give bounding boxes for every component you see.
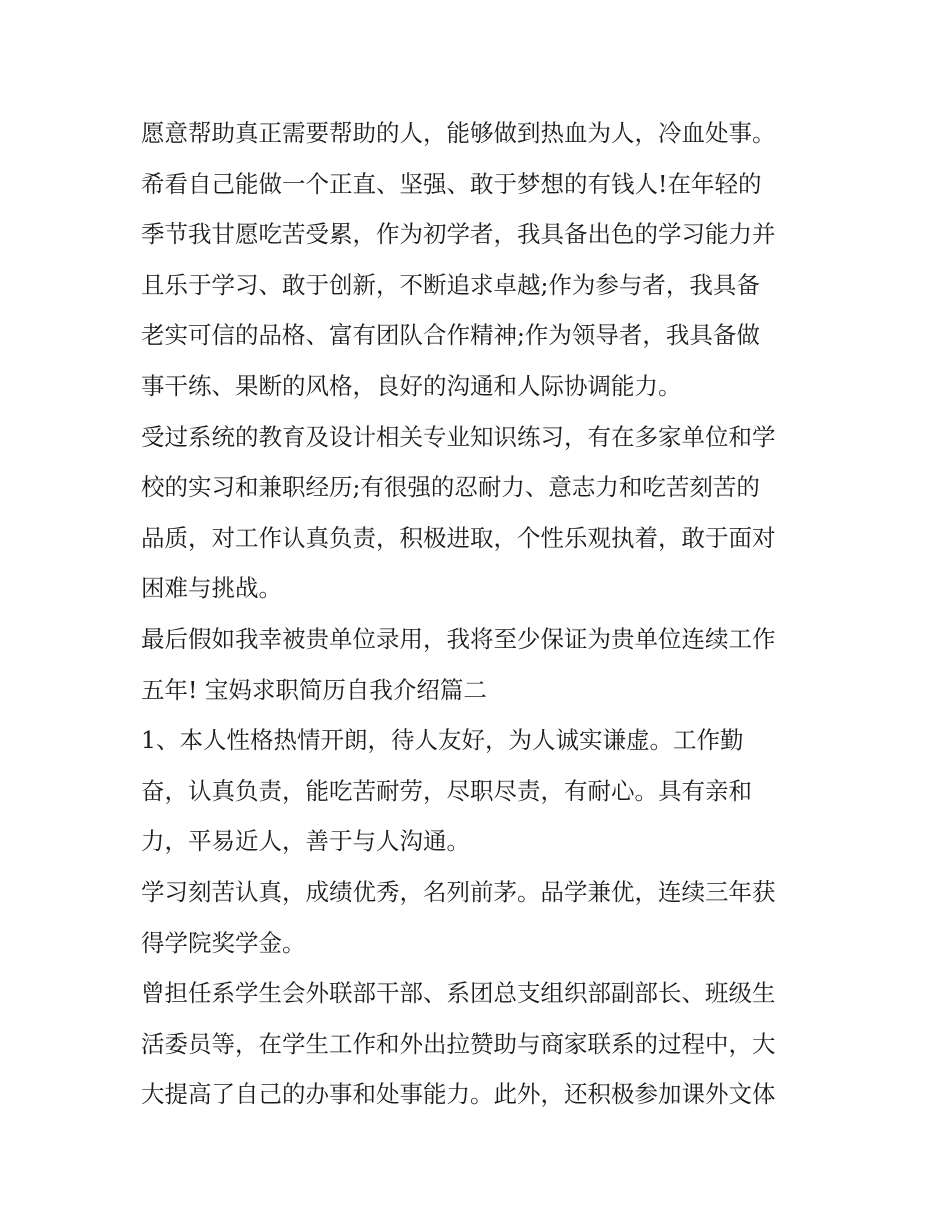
text-line: 老实可信的品格、富有团队合作精神;作为领导者，我具备做 (141, 321, 760, 350)
text-line: 学习刻苦认真，成绩优秀，名列前茅。品学兼优，连续三年获 (141, 877, 776, 906)
text-line: 1、本人性格热情开朗，待人友好，为人诚实谦虚。工作勤 (141, 726, 744, 755)
text-line: 大提高了自己的办事和处事能力。此外，还积极参加课外文体 (141, 1080, 776, 1109)
text-line: 奋，认真负责，能吃苦耐劳，尽职尽责，有耐心。具有亲和 (141, 776, 752, 805)
text-line: 曾担任系学生会外联部干部、系团总支组织部副部长、班级生 (141, 979, 776, 1008)
text-line: 得学院奖学金。 (141, 928, 306, 957)
text-line: 愿意帮助真正需要帮助的人，能够做到热血为人，冷血处事。 (141, 119, 776, 147)
text-line: 力，平易近人，善于与人沟通。 (141, 827, 470, 856)
text-line: 最后假如我幸被贵单位录用，我将至少保证为贵单位连续工作 (141, 624, 776, 653)
text-line: 季节我甘愿吃苦受累，作为初学者，我具备出色的学习能力并 (141, 220, 776, 249)
text-line: 活委员等，在学生工作和外出拉赞助与商家联系的过程中，大 (141, 1029, 776, 1058)
text-line: 希看自己能做一个正直、坚强、敢于梦想的有钱人!在年轻的 (141, 169, 762, 198)
text-line: 受过系统的教育及设计相关专业知识练习，有在多家单位和学 (141, 422, 776, 451)
text-line: 困难与挑战。 (141, 574, 282, 603)
document-body (141, 108, 831, 1120)
text-line: 且乐于学习、敢于创新，不断追求卓越;作为参与者，我具备 (141, 270, 760, 299)
text-line: 事干练、果断的风格，良好的沟通和人际协调能力。 (141, 371, 682, 400)
text-line: 校的实习和兼职经历;有很强的忍耐力、意志力和吃苦刻苦的 (141, 473, 760, 502)
text-line: 品质，对工作认真负责，积极进取，个性乐观执着，敢于面对 (141, 523, 776, 552)
section-heading-line: 五年! 宝妈求职简历自我介绍篇二 (141, 675, 487, 704)
